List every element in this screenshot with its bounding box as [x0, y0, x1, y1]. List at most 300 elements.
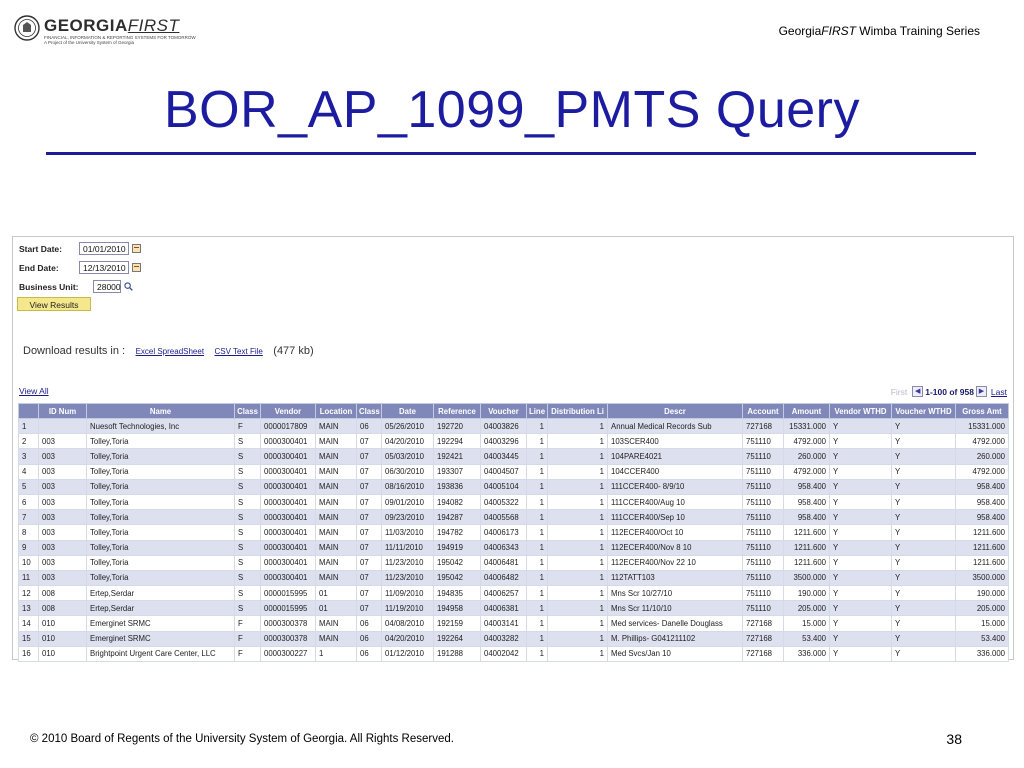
table-cell: 0000300401 — [261, 464, 316, 479]
table-cell: 0000015995 — [261, 601, 316, 616]
table-row — [19, 540, 1009, 555]
table-cell: 04003296 — [481, 434, 527, 449]
table-cell: 751110 — [743, 586, 784, 601]
georgia-first-logo — [14, 14, 194, 48]
table-cell: 06 — [357, 631, 382, 646]
column-header[interactable]: Location — [316, 404, 357, 419]
table-cell: Tolley,Toria — [87, 464, 235, 479]
table-cell: MAIN — [316, 449, 357, 464]
table-cell: 1 — [527, 449, 548, 464]
table-cell: 194919 — [434, 540, 481, 555]
calendar-icon[interactable] — [132, 263, 141, 272]
table-cell: Y — [830, 525, 892, 540]
column-header[interactable]: Account — [743, 404, 784, 419]
table-cell: 07 — [357, 449, 382, 464]
table-cell: 07 — [357, 479, 382, 494]
table-cell: 0000300401 — [261, 525, 316, 540]
column-header[interactable]: Voucher WTHD — [892, 404, 956, 419]
table-cell: M. Phillips- G041211102 — [608, 631, 743, 646]
last-link[interactable]: Last — [990, 386, 1007, 397]
table-cell: 10 — [19, 555, 39, 570]
table-row — [19, 494, 1009, 509]
table-cell: 191288 — [434, 646, 481, 661]
table-cell: 07 — [357, 586, 382, 601]
table-cell: 9 — [19, 540, 39, 555]
view-all-link[interactable]: View All — [19, 386, 49, 396]
next-arrow-icon[interactable]: ▶ — [976, 386, 987, 397]
table-cell: 0000300378 — [261, 631, 316, 646]
table-cell: Y — [892, 555, 956, 570]
table-cell: 09/01/2010 — [382, 494, 434, 509]
column-header[interactable]: Class — [235, 404, 261, 419]
table-cell: 15 — [19, 631, 39, 646]
table-cell: MAIN — [316, 570, 357, 585]
table-row — [19, 631, 1009, 646]
table-cell: 2 — [19, 434, 39, 449]
table-cell: Y — [830, 586, 892, 601]
table-cell: 11/11/2010 — [382, 540, 434, 555]
table-cell: 751110 — [743, 510, 784, 525]
table-cell: 1 — [527, 479, 548, 494]
table-cell: 003 — [39, 464, 87, 479]
page-number: 38 — [946, 731, 962, 747]
table-cell: 11/09/2010 — [382, 586, 434, 601]
table-cell: 727168 — [743, 419, 784, 434]
end-date-input[interactable]: 12/13/2010 — [79, 261, 129, 274]
table-cell: 194082 — [434, 494, 481, 509]
table-cell: Y — [830, 464, 892, 479]
table-cell: S — [235, 525, 261, 540]
table-cell: 04005322 — [481, 494, 527, 509]
table-cell: 07 — [357, 510, 382, 525]
table-cell: 04003282 — [481, 631, 527, 646]
table-cell: 336.000 — [784, 646, 830, 661]
table-cell: 1211.600 — [784, 555, 830, 570]
table-cell: F — [235, 616, 261, 631]
table-cell: 3500.000 — [956, 570, 1009, 585]
table-cell: S — [235, 449, 261, 464]
table-cell: 008 — [39, 586, 87, 601]
table-cell: S — [235, 601, 261, 616]
table-cell: MAIN — [316, 555, 357, 570]
table-cell: 04/20/2010 — [382, 631, 434, 646]
table-cell: 01/12/2010 — [382, 646, 434, 661]
table-cell: 4792.000 — [956, 464, 1009, 479]
table-cell: S — [235, 540, 261, 555]
table-cell: Mns Scr 11/10/10 — [608, 601, 743, 616]
table-cell: 751110 — [743, 434, 784, 449]
table-cell: 3500.000 — [784, 570, 830, 585]
table-cell: 04006257 — [481, 586, 527, 601]
table-cell: Y — [892, 540, 956, 555]
table-row — [19, 434, 1009, 449]
column-header[interactable]: Line — [527, 404, 548, 419]
table-cell: 192421 — [434, 449, 481, 464]
table-cell: Y — [830, 540, 892, 555]
table-row — [19, 449, 1009, 464]
table-row — [19, 601, 1009, 616]
table-cell: 190.000 — [784, 586, 830, 601]
table-cell: 205.000 — [956, 601, 1009, 616]
table-cell: 1 — [527, 570, 548, 585]
table-cell: 0000300401 — [261, 479, 316, 494]
table-cell: 1 — [527, 434, 548, 449]
table-cell: 0000300401 — [261, 555, 316, 570]
table-cell: Y — [830, 555, 892, 570]
logo-wordmark: GEORGIAFIRST — [44, 16, 180, 35]
table-cell: 4792.000 — [784, 434, 830, 449]
table-row — [19, 464, 1009, 479]
table-cell: 13 — [19, 601, 39, 616]
table-cell: 07 — [357, 570, 382, 585]
table-cell: Annual Medical Records Sub — [608, 419, 743, 434]
table-cell: 12 — [19, 586, 39, 601]
table-cell: 1 — [548, 540, 608, 555]
table-cell: 751110 — [743, 479, 784, 494]
table-cell: 01 — [316, 601, 357, 616]
table-cell: 04/08/2010 — [382, 616, 434, 631]
table-cell: 04003445 — [481, 449, 527, 464]
training-series-label: GeorgiaFIRST Wimba Training Series — [778, 24, 980, 38]
table-cell: 112ECER400/Oct 10 — [608, 525, 743, 540]
table-cell: 958.400 — [956, 479, 1009, 494]
table-cell: 07 — [357, 434, 382, 449]
table-cell: 11/23/2010 — [382, 555, 434, 570]
query-results-screenshot — [12, 236, 1014, 660]
column-header[interactable]: Vendor WTHD — [830, 404, 892, 419]
table-cell: F — [235, 419, 261, 434]
table-cell: 0000017809 — [261, 419, 316, 434]
table-cell: 958.400 — [956, 494, 1009, 509]
table-cell: MAIN — [316, 479, 357, 494]
table-cell: 1 — [548, 479, 608, 494]
table-cell: 4792.000 — [784, 464, 830, 479]
table-cell: 11 — [19, 570, 39, 585]
table-cell: 727168 — [743, 616, 784, 631]
table-row — [19, 419, 1009, 434]
table-cell: 751110 — [743, 555, 784, 570]
table-cell: 0000300401 — [261, 449, 316, 464]
column-header[interactable]: Reference — [434, 404, 481, 419]
table-cell: 1211.600 — [956, 555, 1009, 570]
table-cell: 0000300401 — [261, 570, 316, 585]
start-date-label: Start Date: — [19, 244, 62, 254]
table-cell: Y — [892, 449, 956, 464]
table-cell: 193307 — [434, 464, 481, 479]
table-cell: 0000300401 — [261, 510, 316, 525]
table-cell: 111CCER400- 8/9/10 — [608, 479, 743, 494]
table-cell: 003 — [39, 555, 87, 570]
table-cell: 1211.600 — [956, 540, 1009, 555]
table-cell: Tolley,Toria — [87, 494, 235, 509]
table-cell: 727168 — [743, 646, 784, 661]
table-cell: Emerginet SRMC — [87, 631, 235, 646]
table-cell: 0000300401 — [261, 494, 316, 509]
table-cell: Y — [830, 646, 892, 661]
business-unit-input[interactable]: 28000 — [93, 280, 121, 293]
table-cell: 1 — [548, 494, 608, 509]
table-cell: 04/20/2010 — [382, 434, 434, 449]
business-unit-label: Business Unit: — [19, 282, 79, 292]
table-cell — [39, 419, 87, 434]
table-cell: 111CCER400/Sep 10 — [608, 510, 743, 525]
table-cell: Y — [830, 616, 892, 631]
column-header[interactable]: Descr — [608, 404, 743, 419]
table-cell: S — [235, 434, 261, 449]
table-cell: 193836 — [434, 479, 481, 494]
column-header[interactable]: Distribution Li — [548, 404, 608, 419]
table-cell: 010 — [39, 631, 87, 646]
end-date-label: End Date: — [19, 263, 59, 273]
download-size: (477 kb) — [273, 345, 314, 357]
table-cell: 1 — [527, 525, 548, 540]
table-cell: Tolley,Toria — [87, 510, 235, 525]
table-cell: S — [235, 479, 261, 494]
table-cell: S — [235, 464, 261, 479]
table-cell: 194958 — [434, 601, 481, 616]
table-cell: MAIN — [316, 510, 357, 525]
table-cell: 07 — [357, 525, 382, 540]
table-cell: Y — [892, 479, 956, 494]
table-cell: Y — [892, 464, 956, 479]
table-cell: 192264 — [434, 631, 481, 646]
table-cell: 1 — [527, 494, 548, 509]
table-row — [19, 570, 1009, 585]
table-cell: 04006381 — [481, 601, 527, 616]
table-cell: 05/03/2010 — [382, 449, 434, 464]
table-cell: 53.400 — [956, 631, 1009, 646]
table-cell: 205.000 — [784, 601, 830, 616]
calendar-icon[interactable] — [132, 244, 141, 253]
table-cell: 07 — [357, 540, 382, 555]
column-header[interactable]: ID Num — [39, 404, 87, 419]
table-row — [19, 525, 1009, 540]
table-cell: 112ECER400/Nov 22 10 — [608, 555, 743, 570]
table-cell: Y — [892, 570, 956, 585]
table-cell: 15.000 — [784, 616, 830, 631]
table-cell: Ertep,Serdar — [87, 601, 235, 616]
table-cell: Y — [892, 525, 956, 540]
table-cell: 260.000 — [956, 449, 1009, 464]
table-cell: 958.400 — [956, 510, 1009, 525]
table-cell: 09/23/2010 — [382, 510, 434, 525]
table-cell: 003 — [39, 449, 87, 464]
table-cell: 751110 — [743, 494, 784, 509]
table-cell: 04002042 — [481, 646, 527, 661]
table-cell: 1 — [548, 510, 608, 525]
table-row — [19, 510, 1009, 525]
table-cell: 14 — [19, 616, 39, 631]
table-cell: 104PARE4021 — [608, 449, 743, 464]
table-cell: 010 — [39, 646, 87, 661]
table-cell: Y — [892, 616, 956, 631]
result-range: 1-100 of 958 — [925, 386, 974, 397]
table-cell: 1 — [548, 525, 608, 540]
table-cell: 1 — [548, 586, 608, 601]
table-cell: 1 — [527, 616, 548, 631]
table-cell: 1211.600 — [784, 540, 830, 555]
logo-tagline: FINANCIAL, INFORMATION & REPORTING SYSTEMS FOR TOMORROW A Project of the University System of Georgia — [44, 35, 196, 45]
table-cell: 008 — [39, 601, 87, 616]
column-header[interactable]: Vendor — [261, 404, 316, 419]
table-cell: 1 — [548, 616, 608, 631]
table-cell: MAIN — [316, 494, 357, 509]
table-cell: Y — [892, 586, 956, 601]
table-cell: MAIN — [316, 631, 357, 646]
table-row — [19, 646, 1009, 661]
table-cell: 1 — [548, 631, 608, 646]
table-cell: 11/19/2010 — [382, 601, 434, 616]
table-cell: Y — [830, 510, 892, 525]
table-cell: Y — [892, 631, 956, 646]
table-cell: Y — [892, 494, 956, 509]
table-cell: 15331.000 — [784, 419, 830, 434]
table-cell: Med services- Danelle Douglass — [608, 616, 743, 631]
start-date-input[interactable]: 01/01/2010 — [79, 242, 129, 255]
table-cell: 751110 — [743, 570, 784, 585]
table-cell: 07 — [357, 494, 382, 509]
table-cell: 1 — [527, 586, 548, 601]
table-cell: 3 — [19, 449, 39, 464]
table-row — [19, 479, 1009, 494]
view-results-button[interactable]: View Results — [17, 297, 91, 311]
previous-arrow-icon[interactable]: ◀ — [912, 386, 923, 397]
table-cell: 04005104 — [481, 479, 527, 494]
logo-seal-icon — [14, 15, 40, 41]
table-cell: Tolley,Toria — [87, 525, 235, 540]
table-cell: 1 — [527, 540, 548, 555]
table-cell: 1 — [548, 464, 608, 479]
table-cell: 192294 — [434, 434, 481, 449]
table-cell: 1 — [548, 434, 608, 449]
table-cell: 04003826 — [481, 419, 527, 434]
table-cell: 958.400 — [784, 510, 830, 525]
table-cell: 1 — [19, 419, 39, 434]
table-cell: 190.000 — [956, 586, 1009, 601]
csv-text-file-link[interactable]: CSV Text File — [214, 347, 263, 356]
table-cell: Y — [830, 570, 892, 585]
table-cell: 195042 — [434, 570, 481, 585]
table-cell: 751110 — [743, 540, 784, 555]
table-cell: 07 — [357, 555, 382, 570]
table-cell: 06 — [357, 419, 382, 434]
column-header[interactable]: Date — [382, 404, 434, 419]
table-cell: 15.000 — [956, 616, 1009, 631]
table-cell: S — [235, 555, 261, 570]
table-cell: Med Svcs/Jan 10 — [608, 646, 743, 661]
table-cell: Tolley,Toria — [87, 479, 235, 494]
column-header[interactable]: Name — [87, 404, 235, 419]
table-cell: Tolley,Toria — [87, 449, 235, 464]
table-cell: 751110 — [743, 449, 784, 464]
table-cell: 05/26/2010 — [382, 419, 434, 434]
table-cell: Y — [892, 646, 956, 661]
table-cell: 53.400 — [784, 631, 830, 646]
column-header[interactable]: Amount — [784, 404, 830, 419]
table-cell: Tolley,Toria — [87, 555, 235, 570]
table-cell: S — [235, 570, 261, 585]
table-cell: 194782 — [434, 525, 481, 540]
table-cell: 5 — [19, 479, 39, 494]
table-cell: S — [235, 586, 261, 601]
download-results-bar — [23, 341, 314, 359]
column-header[interactable] — [19, 404, 39, 419]
table-cell: Y — [830, 601, 892, 616]
table-cell: 04006343 — [481, 540, 527, 555]
column-header[interactable]: Voucher — [481, 404, 527, 419]
table-cell: 003 — [39, 494, 87, 509]
column-header[interactable]: Class — [357, 404, 382, 419]
table-cell: 112ECER400/Nov 8 10 — [608, 540, 743, 555]
table-cell: 112TATT103 — [608, 570, 743, 585]
table-cell: MAIN — [316, 540, 357, 555]
table-cell: 1 — [548, 646, 608, 661]
table-cell: 1 — [527, 631, 548, 646]
table-cell: 07 — [357, 464, 382, 479]
table-cell: F — [235, 646, 261, 661]
table-cell: 336.000 — [956, 646, 1009, 661]
table-cell: 1 — [548, 419, 608, 434]
table-cell: 1 — [527, 601, 548, 616]
table-cell: Y — [830, 631, 892, 646]
table-cell: 194835 — [434, 586, 481, 601]
table-cell: 0000300378 — [261, 616, 316, 631]
table-cell: Y — [830, 449, 892, 464]
table-cell: Tolley,Toria — [87, 540, 235, 555]
table-cell: 003 — [39, 434, 87, 449]
table-cell: 4792.000 — [956, 434, 1009, 449]
table-cell: 0000300401 — [261, 434, 316, 449]
download-label: Download results in : — [23, 345, 126, 357]
table-cell: 003 — [39, 540, 87, 555]
title-underline — [46, 152, 976, 155]
table-cell: 958.400 — [784, 479, 830, 494]
table-cell: 1 — [527, 646, 548, 661]
table-cell: 04004507 — [481, 464, 527, 479]
table-cell: 003 — [39, 570, 87, 585]
table-cell: 04006173 — [481, 525, 527, 540]
first-link[interactable]: First — [890, 386, 908, 397]
table-cell: MAIN — [316, 525, 357, 540]
column-header[interactable]: Gross Amt — [956, 404, 1009, 419]
table-cell: 04005568 — [481, 510, 527, 525]
table-cell: 1 — [548, 570, 608, 585]
table-cell: 11/03/2010 — [382, 525, 434, 540]
excel-spreadsheet-link[interactable]: Excel SpreadSheet — [135, 347, 205, 356]
table-cell: Nuesoft Technologies, Inc — [87, 419, 235, 434]
table-cell: 04006482 — [481, 570, 527, 585]
table-row — [19, 616, 1009, 631]
table-cell: S — [235, 510, 261, 525]
table-cell: 0000300227 — [261, 646, 316, 661]
table-cell: 1 — [548, 555, 608, 570]
table-cell: 6 — [19, 494, 39, 509]
table-row — [19, 555, 1009, 570]
table-cell: 1 — [316, 646, 357, 661]
table-cell: Y — [830, 479, 892, 494]
table-cell: 01 — [316, 586, 357, 601]
table-cell: 003 — [39, 525, 87, 540]
lookup-search-icon[interactable] — [124, 282, 133, 291]
table-cell: 06 — [357, 646, 382, 661]
table-cell: 1 — [527, 464, 548, 479]
table-cell: Ertep,Serdar — [87, 586, 235, 601]
table-cell: 0000015995 — [261, 586, 316, 601]
table-cell: F — [235, 631, 261, 646]
table-cell: 103SCER400 — [608, 434, 743, 449]
table-cell: 1 — [527, 510, 548, 525]
table-cell: Y — [892, 419, 956, 434]
